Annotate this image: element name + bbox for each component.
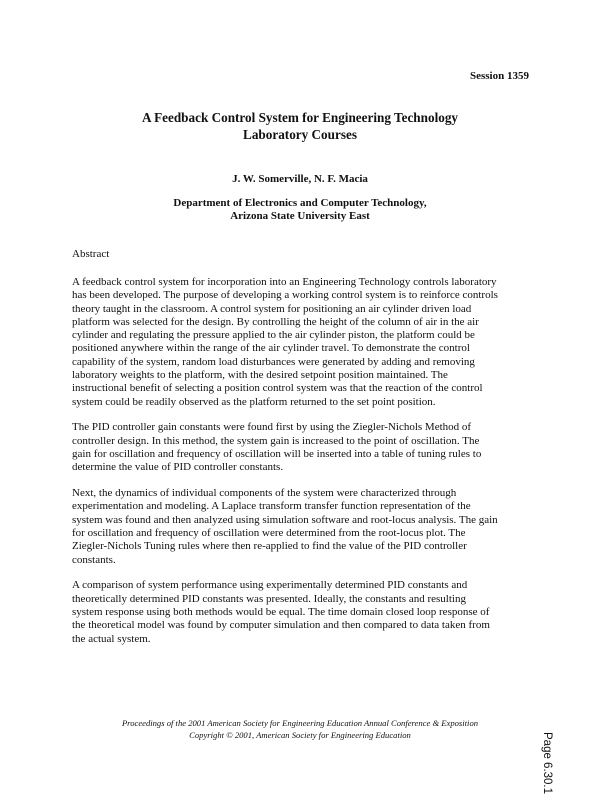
affiliation <box>0 197 600 223</box>
abstract-paragraph: A comparison of system performance using experimentally determined PID constants and theoretically determined PID constants was presented. Ideally, the constants and resulting system response using both methods would be equal. The time domain closed loop response of the theoretical model was found by computer simulation and then compared to data taken from the actual system. <box>72 579 490 645</box>
abstract-heading: Abstract <box>72 248 110 260</box>
abstract-paragraph: Next, the dynamics of individual components of the system were characterized through experimentation and modeling. A Laplace transform transfer function representation of the system was found and then analyzed using simulation software and root-locus analysis. The gain for oscillation and frequency of oscillation were determined from the root-locus plot. The Ziegler-Nichols Tuning rules where then re-applied to find the value of the PID controller constants. <box>72 487 498 566</box>
abstract-paragraph: A feedback control system for incorporation into an Engineering Technology controls laboratory has been developed. The purpose of developing a working control system is to reinforce controls theory taught in the classroom. A control system for positioning an air cylinder driven load platform was selected for the design. By controlling the height of the column of air in the air cylinder and regulating the pressure applied to the air cylinder piston, the platform could be positioned anywhere within the range of the air cylinder travel. To demonstrate the control capability of the system, random load disturbances were generated by adding and removing laboratory weights to the platform, with the desired setpoint position maintained. The instructional benefit of selecting a position control system was that the reaction of the control system could be readily observed as the platform returned to the set point position. <box>72 276 498 408</box>
affiliation-line: Arizona State University East <box>230 210 370 222</box>
title-line: A Feedback Control System for Engineering Technology <box>141 110 459 125</box>
page-footer <box>0 717 600 741</box>
footer-line: Proceedings of the 2001 American Society for Engineering Education Annual Conference & Exposition <box>121 718 479 728</box>
paper-title <box>0 110 600 143</box>
affiliation-line: Department of Electronics and Computer Technology, <box>173 197 427 209</box>
title-line: Laboratory Courses <box>243 126 357 142</box>
abstract-paragraph: The PID controller gain constants were found first by using the Ziegler-Nichols Method of controller design. In this method, the system gain is increased to the point of oscillation. The gain for oscillation and frequency of oscillation will be inserted into a table of tuning rules to determine the value of PID controller constants. <box>72 421 482 474</box>
authors: J. W. Somerville, N. F. Macia <box>232 173 368 185</box>
abstract-body <box>72 276 544 658</box>
footer-line: Copyright © 2001, American Society for Engineering Education <box>189 730 411 740</box>
session-number: Session 1359 <box>470 70 529 82</box>
page-number: Page 6.30.1 <box>541 732 553 794</box>
